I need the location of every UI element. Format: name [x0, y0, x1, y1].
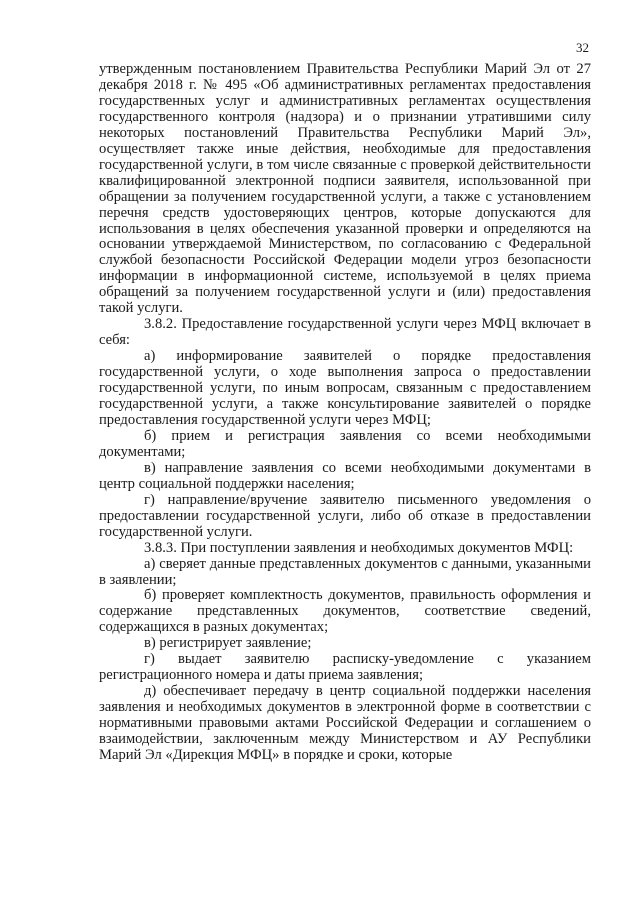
paragraph-item-d-transfer: д) обеспечивает передачу в центр социальной поддержки населения заявления и необходимых документов в электронной форме в соответствии с нормативными правовыми актами Российской Федерации и соглашением о взаимодействии, заключенным между Министерством и АУ Республики Марий Эл «Дирекция МФЦ» в порядке и сроки, которые	[99, 683, 591, 763]
paragraph-item-a-informing: а) информирование заявителей о порядке предоставления государственной услуги, о ходе выполнения запроса о предоставлении государственной услуги, по иным вопросам, связанным с предоставлением государственной услуги, а также консультирование заявителей о порядке предоставления государственной услуги через МФЦ;	[99, 348, 591, 428]
document-body	[99, 62, 591, 764]
paragraph-continuation: утвержденным постановлением Правительства Республики Марий Эл от 27 декабря 2018 г. № 495 «Об административных регламентах предоставления государственных услуг и административных регламентах осуществления государственного контроля (надзора) и о признании утратившими силу некоторых постановлений Правительства Республики Марий Эл», осуществляет также иные действия, необходимые для предоставления государственной услуги, в том числе связанные с проверкой действительности квалифицированной электронной подписи заявителя, использованной при обращении за получением государственной услуги, а также с установлением перечня средств удостоверяющих центров, которые допускаются для использования в целях обеспечения указанной проверки и определяются на основании утверждаемой Министерством, по согласованию с Федеральной службой безопасности Российской Федерации модели угроз безопасности информации в информационной системе, используемой в целях приема обращений за получением государственной услуги и (или) предоставления такой услуги.	[99, 61, 591, 317]
paragraph-item-b-reception: б) прием и регистрация заявления со всеми необходимыми документами;	[99, 427, 591, 460]
paragraph-section-3-8-2: 3.8.2. Предоставление государственной услуги через МФЦ включает в себя:	[99, 316, 591, 349]
page-number: 32	[576, 40, 589, 55]
paragraph-item-v-registration: в) регистрирует заявление;	[144, 635, 312, 652]
paragraph-item-v-forwarding: в) направление заявления со всеми необходимыми документами в центр социальной поддержки населения;	[99, 459, 591, 492]
paragraph-item-g-notification: г) направление/вручение заявителю письменного уведомления о предоставлении государственной услуги, либо об отказе в предоставлении государственной услуги.	[99, 491, 591, 540]
paragraph-section-3-8-3: 3.8.3. При поступлении заявления и необходимых документов МФЦ:	[144, 539, 574, 556]
paragraph-item-g-receipt: г) выдает заявителю расписку-уведомление с указанием регистрационного номера и даты приема заявления;	[99, 651, 591, 684]
paragraph-item-b-completeness: б) проверяет комплектность документов, правильность оформления и содержание представленных документов, соответствие сведений, содержащихся в разных документах;	[99, 587, 591, 636]
paragraph-item-a-verification: а) сверяет данные представленных документов с данными, указанными в заявлении;	[99, 555, 591, 588]
